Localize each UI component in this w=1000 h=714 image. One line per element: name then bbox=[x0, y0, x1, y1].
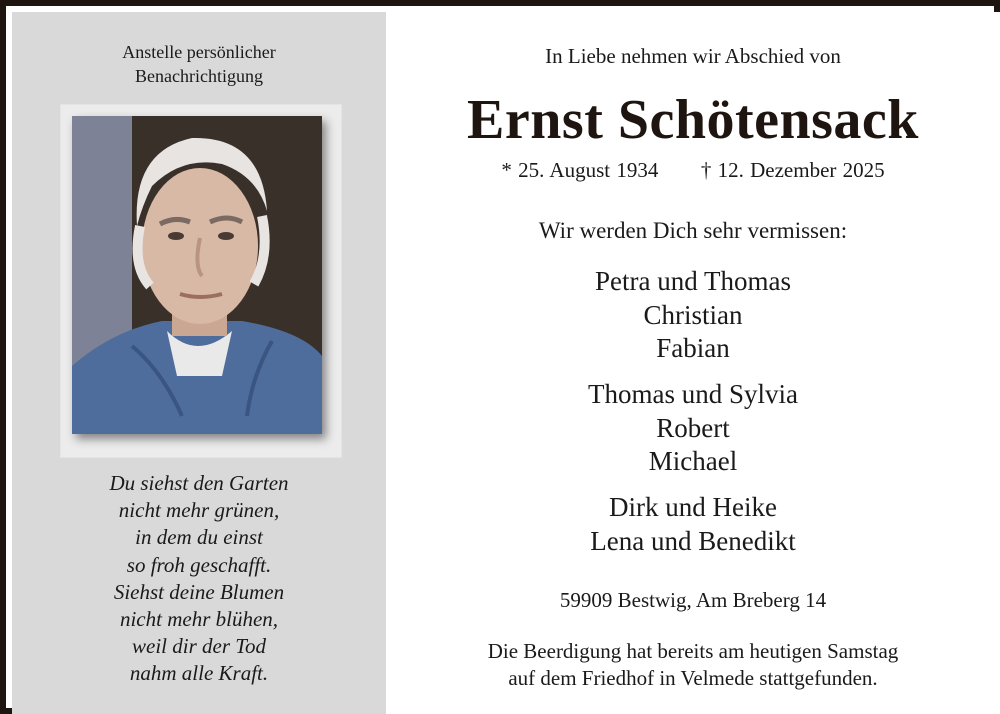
birth-date: * 25. August 1934 bbox=[501, 158, 659, 182]
deceased-name: Ernst Schötensack bbox=[467, 89, 919, 151]
notice-line: Anstelle persönlicher bbox=[122, 42, 276, 62]
poem-line: weil dir der Tod bbox=[132, 634, 266, 659]
portrait-illustration bbox=[72, 116, 322, 434]
eye-right bbox=[218, 232, 234, 240]
left-panel bbox=[12, 12, 386, 714]
family-line: Christian bbox=[643, 299, 743, 330]
address-line: 59909 Bestwig, Am Breberg 14 bbox=[559, 588, 827, 612]
life-dates bbox=[386, 158, 1000, 183]
family-line: Dirk und Heike bbox=[609, 492, 777, 522]
family-line: Petra und Thomas bbox=[595, 266, 791, 296]
poem-line: Siehst deine Blumen bbox=[113, 579, 285, 604]
poem-line: in dem du einst bbox=[135, 525, 263, 550]
poem-line: nicht mehr grünen, bbox=[118, 498, 280, 523]
family-line: Lena und Benedikt bbox=[590, 525, 796, 556]
eye-left bbox=[168, 232, 184, 240]
funeral-notice bbox=[386, 638, 1000, 692]
family-group bbox=[386, 378, 1000, 479]
death-date: † 12. Dezember 2025 bbox=[700, 158, 885, 182]
family-line: Thomas und Sylvia bbox=[588, 379, 798, 409]
intro-line: In Liebe nehmen wir Abschied von bbox=[545, 44, 841, 68]
family-line: Robert bbox=[656, 412, 730, 443]
notice-text bbox=[12, 40, 386, 88]
photo-mat bbox=[60, 104, 342, 458]
family-line: Fabian bbox=[656, 333, 730, 363]
funeral-line: auf dem Friedhof in Velmede stattgefunden. bbox=[508, 666, 878, 690]
poem-line: so froh geschafft. bbox=[126, 552, 272, 577]
funeral-line: Die Beerdigung hat bereits am heutigen Samstag bbox=[487, 639, 899, 663]
miss-line: Wir werden Dich sehr vermissen: bbox=[538, 218, 848, 243]
family-line: Michael bbox=[648, 446, 738, 476]
poem-line: Du siehst den Garten bbox=[109, 471, 289, 495]
family-group bbox=[386, 265, 1000, 366]
right-panel bbox=[386, 12, 1000, 714]
poem-text bbox=[12, 470, 386, 688]
portrait-photo bbox=[72, 116, 322, 434]
poem-line: nahm alle Kraft. bbox=[129, 661, 269, 686]
notice-line: Benachrichtigung bbox=[135, 66, 263, 86]
poem-line: nicht mehr blühen, bbox=[119, 607, 279, 632]
family-group bbox=[386, 491, 1000, 558]
